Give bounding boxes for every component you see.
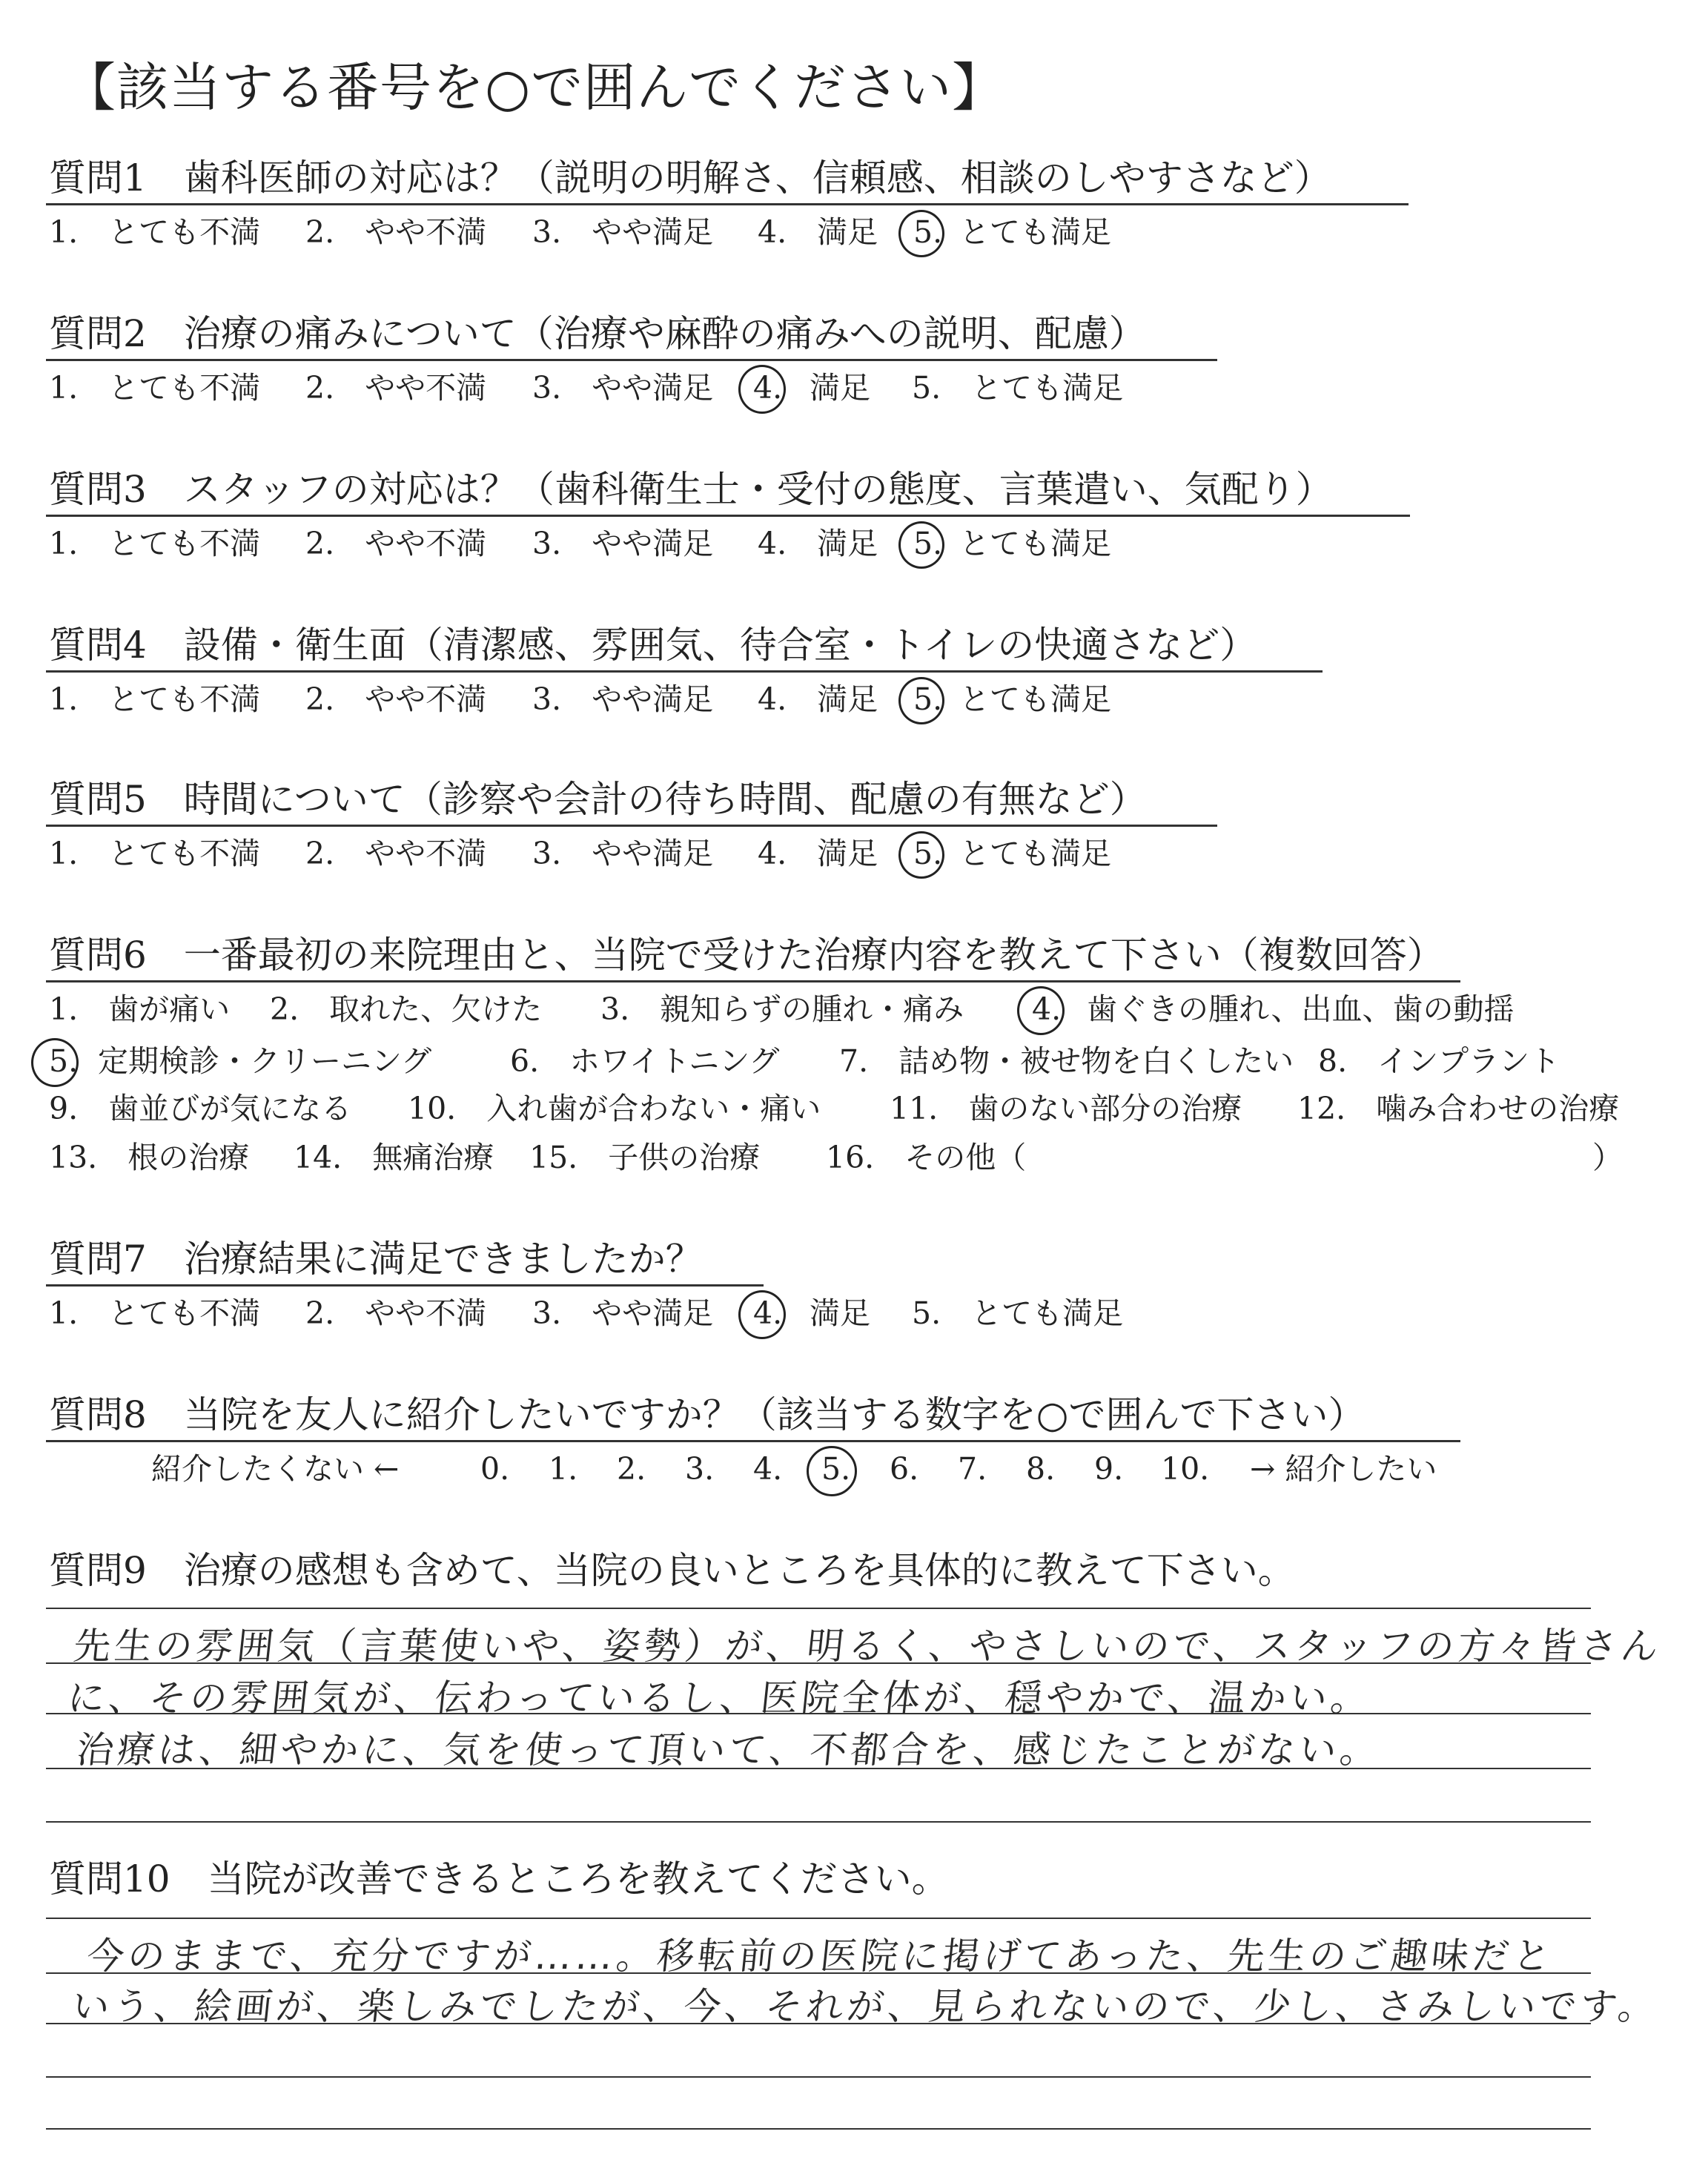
option-7[interactable]: 7. 詰め物・被せ物を白くしたい	[839, 1043, 1294, 1079]
option-4-number[interactable]: 4.	[753, 1295, 783, 1331]
option-2[interactable]: 2. やや不満	[305, 836, 487, 871]
page-title: 【該当する番号を○で囲んでください】	[64, 57, 1005, 118]
option-1[interactable]: 1. 歯が痛い	[49, 991, 231, 1027]
question-1-underline	[46, 203, 1409, 205]
question-3-underline	[46, 515, 1410, 517]
option-5-number[interactable]: 5.	[913, 681, 943, 717]
scale-6[interactable]: 6.	[890, 1451, 919, 1487]
question-5-options	[49, 835, 1235, 872]
question-7-underline	[46, 1284, 764, 1287]
question-6-options-row-4	[49, 1139, 1650, 1176]
scale-9[interactable]: 9.	[1094, 1451, 1124, 1487]
question-3-options	[49, 525, 1235, 562]
option-10[interactable]: 10. 入れ歯が合わない・痛い	[408, 1091, 821, 1126]
scale-3[interactable]: 3.	[685, 1451, 715, 1487]
scale-right-label: → 紹介したい	[1250, 1451, 1437, 1487]
question-1-heading: 質問1 歯科医師の対応は？（説明の明解さ、信頼感、相談のしやすさなど）	[49, 156, 1331, 199]
handwritten-answer-line-2: に、その雰囲気が、伝わっているし、医院全体が、穏やかで、温かい。	[65, 1677, 1374, 1720]
scale-8[interactable]: 8.	[1026, 1451, 1056, 1487]
scale-1[interactable]: 1.	[549, 1451, 578, 1487]
option-5[interactable]: 5. とても満足	[912, 1295, 1124, 1331]
option-4[interactable]: 4. 満足	[758, 214, 878, 250]
question-4-heading: 質問4 設備・衛生面（清潔感、雰囲気、待合室・トイレの快適さなど）	[49, 624, 1257, 667]
option-11[interactable]: 11. 歯のない部分の治療	[890, 1091, 1242, 1126]
answer-line	[46, 2128, 1591, 2130]
option-4-label: 満足	[810, 370, 870, 406]
option-3[interactable]: 3. 親知らずの腫れ・痛み	[600, 991, 964, 1027]
option-4[interactable]: 4. 満足	[758, 526, 878, 561]
option-4-label: 満足	[810, 1295, 870, 1331]
answer-circle-mark	[31, 1038, 79, 1087]
question-6-underline	[46, 980, 1460, 982]
scale-7[interactable]: 7.	[958, 1451, 987, 1487]
option-2[interactable]: 2. やや不満	[305, 1295, 487, 1331]
option-5-number[interactable]: 5.	[913, 214, 943, 250]
scale-0[interactable]: 0.	[480, 1451, 510, 1487]
option-4-label: 歯ぐきの腫れ、出血、歯の動揺	[1087, 991, 1515, 1027]
answer-circle-mark	[898, 210, 944, 257]
option-5-number[interactable]: 5.	[913, 526, 943, 561]
option-5-label: とても満足	[959, 214, 1111, 250]
handwritten-answer-line-2: いう、絵画が、楽しみでしたが、今、それが、見られないので、少し、さみしいです。	[70, 1985, 1661, 2028]
option-2[interactable]: 2. やや不満	[305, 526, 487, 561]
question-6-options-row-1	[49, 991, 1606, 1028]
option-12[interactable]: 12. 噛み合わせの治療	[1297, 1091, 1620, 1126]
option-3[interactable]: 3. やや満足	[532, 214, 714, 250]
question-5-heading: 質問5 時間について（診察や会計の待ち時間、配慮の有無など）	[49, 778, 1147, 821]
option-4-number[interactable]: 4.	[1032, 991, 1062, 1027]
option-4[interactable]: 4. 満足	[758, 681, 878, 717]
option-1[interactable]: 1. とても不満	[49, 836, 261, 871]
scale-2[interactable]: 2.	[617, 1451, 646, 1487]
handwritten-answer-line-1: 今のままで、充分ですが……。移転前の医院に掲げてあった、先生のご趣味だと	[85, 1935, 1557, 1978]
answer-circle-mark	[807, 1446, 857, 1496]
question-2-options	[49, 369, 1235, 406]
option-1[interactable]: 1. とても不満	[49, 1295, 261, 1331]
question-9-heading: 質問9 治療の感想も含めて、当院の良いところを具体的に教えて下さい。	[49, 1549, 1295, 1592]
answer-circle-mark	[738, 365, 786, 414]
question-8-underline	[46, 1440, 1460, 1442]
question-6-options-row-3	[49, 1090, 1650, 1127]
answer-line	[46, 1821, 1591, 1823]
option-5-label: とても満足	[959, 681, 1111, 717]
question-7-options	[49, 1295, 1235, 1332]
option-16[interactable]: 16. その他（	[826, 1140, 1027, 1175]
scale-4[interactable]: 4.	[753, 1451, 783, 1487]
option-1[interactable]: 1. とても不満	[49, 526, 261, 561]
option-3[interactable]: 3. やや満足	[532, 681, 714, 717]
question-4-underline	[46, 670, 1323, 673]
option-6[interactable]: 6. ホワイトニング	[510, 1043, 780, 1079]
option-14[interactable]: 14. 無痛治療	[294, 1140, 494, 1175]
option-3[interactable]: 3. やや満足	[532, 526, 714, 561]
question-6-heading: 質問6 一番最初の来院理由と、当院で受けた治療内容を教えて下さい（複数回答）	[49, 934, 1444, 977]
question-7-heading: 質問7 治療結果に満足できましたか？	[49, 1238, 703, 1281]
answer-circle-mark	[1017, 986, 1065, 1035]
option-2[interactable]: 2. やや不満	[305, 214, 487, 250]
option-5[interactable]: 5. とても満足	[912, 370, 1124, 406]
handwritten-answer-line-1: 先生の雰囲気（言葉使いや、姿勢）が、明るく、やさしいので、スタッフの方々皆さん	[71, 1625, 1664, 1668]
option-8[interactable]: 8. インプラント	[1318, 1043, 1560, 1079]
option-3[interactable]: 3. やや満足	[532, 370, 714, 406]
question-10-heading: 質問10 当院が改善できるところを教えてください。	[49, 1857, 949, 1900]
option-5-number[interactable]: 5.	[913, 836, 943, 871]
option-2[interactable]: 2. 取れた、欠けた	[270, 991, 543, 1027]
option-3[interactable]: 3. やや満足	[532, 1295, 714, 1331]
question-5-underline	[46, 825, 1217, 827]
question-2-heading: 質問2 治療の痛みについて（治療や麻酔の痛みへの説明、配慮）	[49, 312, 1146, 355]
option-2[interactable]: 2. やや不満	[305, 681, 487, 717]
scale-5[interactable]: 5.	[821, 1451, 851, 1487]
question-6-options-row-2	[49, 1043, 1635, 1080]
option-5-number[interactable]: 5.	[49, 1043, 79, 1079]
option-5-label: とても満足	[959, 526, 1111, 561]
option-5-label: とても満足	[959, 836, 1111, 871]
handwritten-answer-line-3: 治療は、細やかに、気を使って頂いて、不都合を、感じたことがない。	[74, 1728, 1383, 1771]
option-13[interactable]: 13. 根の治療	[49, 1140, 250, 1175]
option-9[interactable]: 9. 歯並びが気になる	[49, 1091, 352, 1126]
answer-circle-mark	[898, 521, 944, 569]
option-1[interactable]: 1. とても不満	[49, 214, 261, 250]
answer-circle-mark	[738, 1290, 786, 1339]
option-16-close: ）	[1592, 1140, 1623, 1175]
answer-circle-mark	[898, 831, 944, 879]
answer-line	[46, 1608, 1591, 1609]
question-8-heading: 質問8 当院を友人に紹介したいですか？（該当する数字を○で囲んで下さい）	[49, 1393, 1366, 1436]
question-1-options	[49, 214, 1235, 251]
answer-line	[46, 1918, 1591, 1919]
option-1[interactable]: 1. とても不満	[49, 370, 261, 406]
option-4-number[interactable]: 4.	[753, 370, 783, 406]
question-3-heading: 質問3 スタッフの対応は？（歯科衛生士・受付の態度、言葉遣い、気配り）	[49, 468, 1333, 511]
option-2[interactable]: 2. やや不満	[305, 370, 487, 406]
option-4[interactable]: 4. 満足	[758, 836, 878, 871]
question-2-underline	[46, 359, 1217, 361]
option-3[interactable]: 3. やや満足	[532, 836, 714, 871]
scale-left-label: 紹介したくない ←	[151, 1451, 400, 1487]
answer-line	[46, 2076, 1591, 2078]
option-1[interactable]: 1. とても不満	[49, 681, 261, 717]
scale-10[interactable]: 10.	[1161, 1451, 1210, 1487]
option-15[interactable]: 15. 子供の治療	[529, 1140, 761, 1175]
answer-circle-mark	[898, 677, 944, 724]
question-4-options	[49, 681, 1235, 718]
option-5-label: 定期検診・クリーニング	[98, 1043, 432, 1079]
